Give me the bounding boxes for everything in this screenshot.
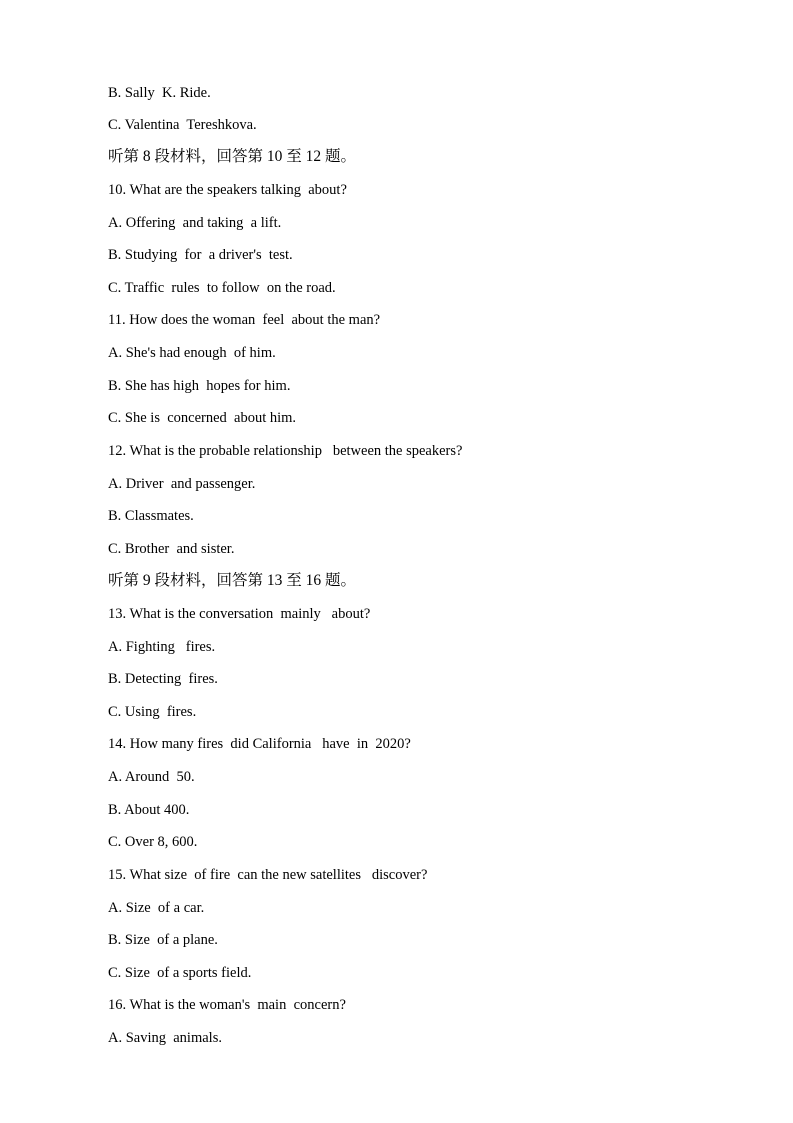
option-14b: B. About 400.: [108, 802, 190, 818]
option-11a: A. She's had enough of him.: [108, 345, 276, 361]
option-11c: C. She is concerned about him.: [108, 410, 297, 426]
option-10a: A. Offering and taking a lift.: [108, 215, 282, 231]
option-13b: B. Detecting fires.: [108, 671, 218, 687]
option-15c: C. Size of a sports field.: [108, 965, 252, 981]
option-14a: A. Around 50.: [108, 769, 195, 785]
option-9c: C. Valentina Tereshkova.: [108, 117, 257, 133]
option-15a: A. Size of a car.: [108, 900, 205, 916]
option-12c: C. Brother and sister.: [108, 541, 235, 557]
question-10: 10. What are the speakers talking about?: [108, 182, 347, 198]
question-13: 13. What is the conversation mainly about?: [108, 606, 371, 622]
option-11b: B. She has high hopes for him.: [108, 378, 291, 394]
option-13c: C. Using fires.: [108, 704, 197, 720]
option-14c: C. Over 8, 600.: [108, 834, 198, 850]
question-16: 16. What is the woman's main concern?: [108, 997, 346, 1013]
section-heading-9: 听第 9 段材料，回答第 13 至 16 题。: [108, 572, 357, 589]
option-13a: A. Fighting fires.: [108, 639, 216, 655]
option-9b: B. Sally K. Ride.: [108, 85, 211, 101]
option-10b: B. Studying for a driver's test.: [108, 247, 293, 263]
question-15: 15. What size of fire can the new satellites discover?: [108, 867, 428, 883]
question-14: 14. How many fires did California have in 2020?: [108, 736, 411, 752]
option-16a: A. Saving animals.: [108, 1030, 222, 1046]
option-12b: B. Classmates.: [108, 508, 194, 524]
section-heading-8: 听第 8 段材料，回答第 10 至 12 题。: [108, 148, 357, 165]
option-12a: A. Driver and passenger.: [108, 476, 256, 492]
question-12: 12. What is the probable relationship between the speakers?: [108, 443, 463, 459]
option-15b: B. Size of a plane.: [108, 932, 218, 948]
option-10c: C. Traffic rules to follow on the road.: [108, 280, 336, 296]
question-11: 11. How does the woman feel about the man?: [108, 312, 381, 328]
